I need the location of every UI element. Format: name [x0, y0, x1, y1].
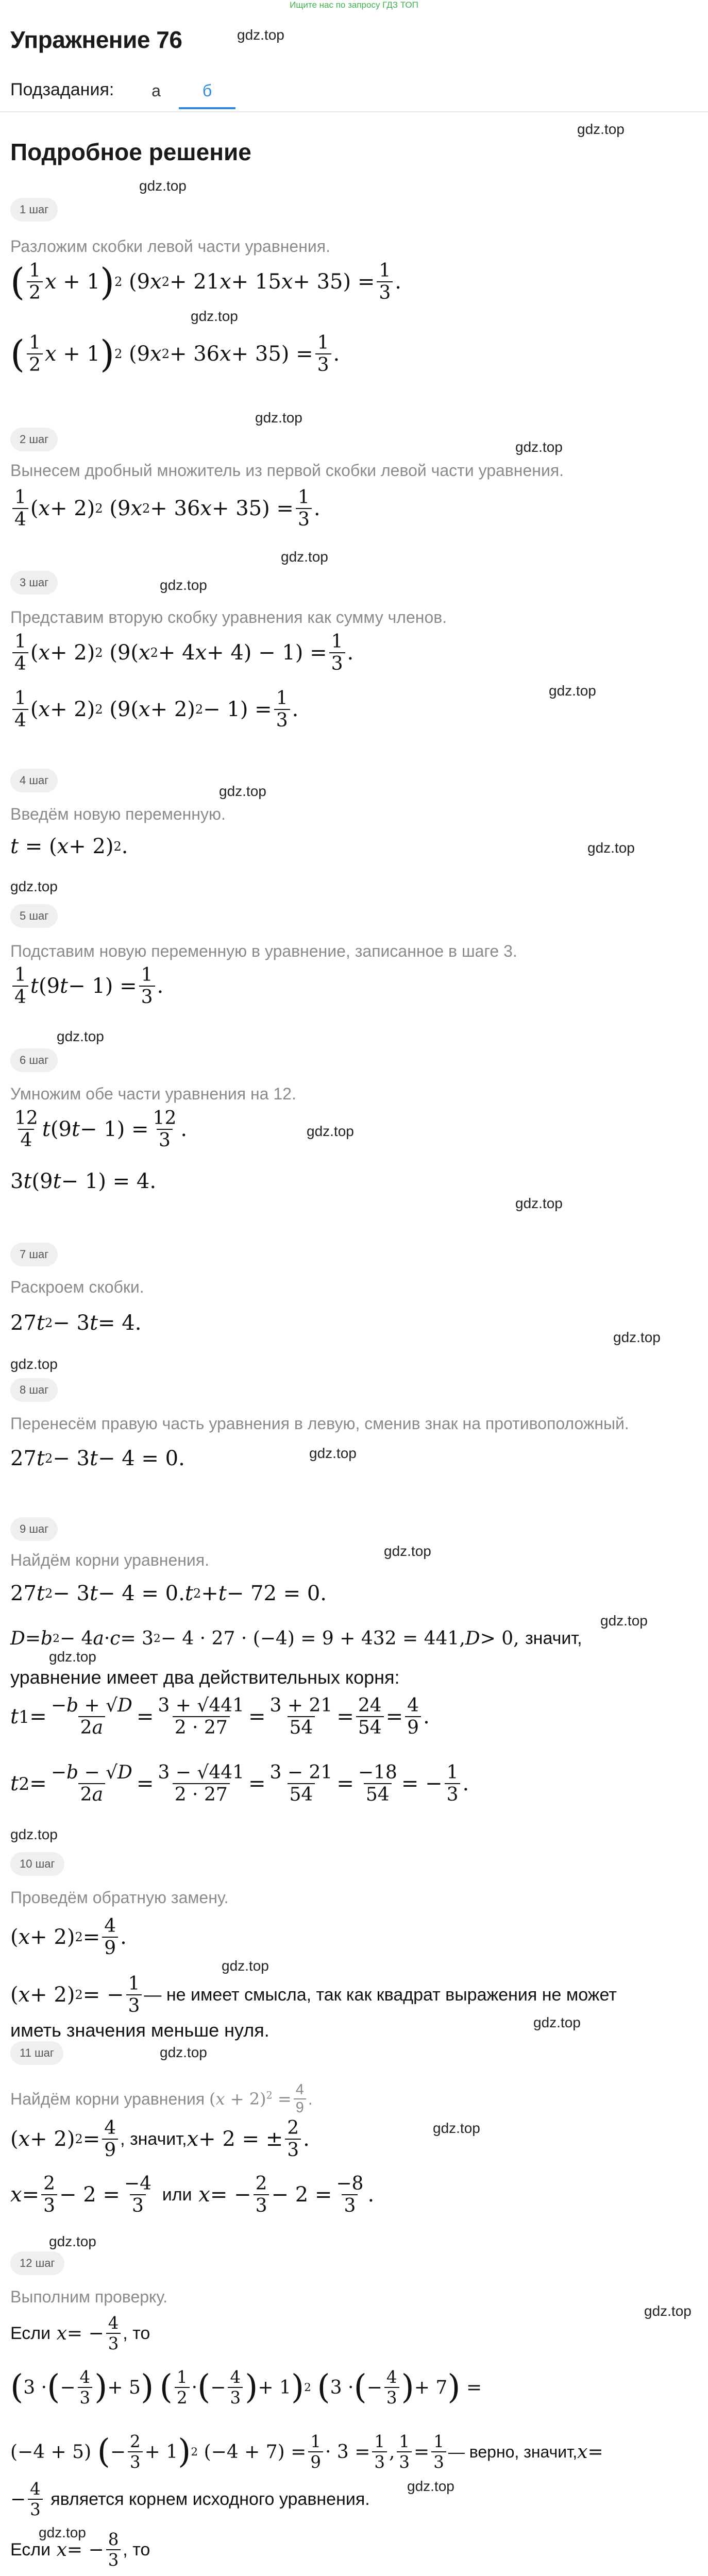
watermark: gdz.top — [191, 308, 238, 324]
step-note: уравнение имеет два действительных корня: — [10, 1667, 400, 1688]
equation: Если x = − $\frac{8}{3}$ , то — [10, 2530, 150, 2570]
watermark: gdz.top — [587, 840, 635, 856]
watermark: gdz.top — [219, 783, 266, 799]
step-text: Представим вторую скобку уравнения как сумму членов. — [10, 608, 447, 626]
top-note: Ищите нас по запросу ГДЗ ТОП — [290, 0, 418, 10]
watermark: gdz.top — [57, 1028, 104, 1044]
step-label: 1 шаг — [10, 198, 58, 222]
equation: $\frac{1}{4}$ t (9 t − 1) = $\frac{1}{3}$ . — [10, 964, 163, 1008]
watermark: gdz.top — [10, 1356, 58, 1372]
step-text: Подставим новую переменную в уравнение, записанное в шаге 3. — [10, 942, 517, 960]
equation: (−4 + 5) ( − $\frac{2}{3}$ + 1 ) 2 (−4 + 7) = $\frac{1}{9}$ · 3 = $\frac{1}{3}$ , $\frac{1}{3}$ = $\frac{1}{3}$ — верно, значит, x = — [10, 2432, 603, 2472]
step-label: 8 шаг — [10, 1378, 58, 1402]
step-text: Проведём обратную замену. — [10, 1888, 229, 1907]
step-label: 2 шаг — [10, 428, 58, 451]
then-label: , то — [123, 2539, 150, 2560]
equation: ( $\frac{1}{2}$ x + 1 ) 2 (9 x 2 + 36 x + 35) = $\frac{1}{3}$ . — [10, 332, 340, 376]
watermark: gdz.top — [10, 1826, 58, 1842]
watermark: gdz.top — [515, 439, 563, 455]
step-label: 9 шаг — [10, 1517, 58, 1541]
watermark: gdz.top — [307, 1123, 354, 1139]
tab-a[interactable]: а — [151, 81, 161, 100]
watermark: gdz.top — [549, 683, 596, 699]
equation: $\frac{12}{4}$ t (9 t − 1) = $\frac{12}{3}$ . — [14, 1108, 188, 1151]
equation: D = b 2 − 4 a · c = 3 2 − 4 · 27 · (−4) = 9 + 432 = 441, D > 0, значит, — [10, 1628, 582, 1649]
solution-heading: Подробное решение — [10, 139, 251, 165]
equation: 27 t 2 − 3 t − 4 = 0. t 2 + t − 72 = 0. — [10, 1582, 327, 1605]
if-label: Если — [10, 2323, 51, 2343]
watermark: gdz.top — [139, 178, 187, 194]
step-note: , значит, — [120, 2129, 187, 2149]
watermark: gdz.top — [10, 878, 58, 894]
step-label: 5 шаг — [10, 904, 58, 928]
step-label: 4 шаг — [10, 769, 58, 792]
step-label: 6 шаг — [10, 1048, 58, 1072]
if-label: Если — [10, 2539, 51, 2560]
watermark: gdz.top — [613, 1329, 661, 1345]
then-label: , то — [123, 2323, 150, 2343]
step-text-label: Найдём корни уравнения — [10, 2089, 205, 2108]
watermark: gdz.top — [49, 2233, 96, 2249]
equation: Если x = − $\frac{4}{3}$ , то — [10, 2313, 150, 2353]
equation: 3 t (9 t − 1) = 4. — [10, 1170, 157, 1193]
watermark: gdz.top — [39, 2524, 86, 2540]
equation: t 2 = $\frac{-b - √D}{2a}$ = $\frac{3 - √441}{2 \cdot 27}$ = $\frac{3 - 21}{54}$ = $\frac{-18}{54}$ = − $\frac{1}{3}$ . — [10, 1762, 469, 1805]
watermark: gdz.top — [309, 1445, 357, 1461]
step-label: 12 шаг — [10, 2251, 64, 2275]
equation: − $\frac{4}{3}$ является корнем исходного уравнения. — [10, 2479, 370, 2519]
step-text: Перенесём правую часть уравнения в левую, сменив знак на противоположный. — [10, 1414, 629, 1433]
watermark: gdz.top — [160, 2044, 207, 2060]
watermark: gdz.top — [533, 2014, 581, 2030]
equation: 27 t 2 − 3 t − 4 = 0. — [10, 1447, 185, 1470]
equation: ( x + 2) 2 = $\frac{4}{9}$ , значит, x + 2 = ± $\frac{2}{3}$ . — [10, 2117, 310, 2161]
step-text: Найдём корни уравнения $(x + 2)^2$ = $\frac{4}{9}$ . — [10, 2081, 313, 2116]
step-text: Разложим скобки левой части уравнения. — [10, 237, 330, 256]
step-note: — не имеет смысла, так как квадрат выражения не может — [144, 1985, 617, 2005]
watermark: gdz.top — [407, 2478, 454, 2494]
equation: ( x + 2) 2 = − $\frac{1}{3}$ — не имеет смысла, так как квадрат выражения не может — [10, 1973, 617, 2016]
equation: $\frac{1}{4}$ ( x + 2) 2 (9( x 2 + 4 x + 4) − 1) = $\frac{1}{3}$ . — [10, 631, 353, 674]
watermark: gdz.top — [577, 121, 625, 137]
watermark: gdz.top — [222, 1958, 269, 1974]
watermark: gdz.top — [515, 1195, 563, 1211]
step-text: Выполним проверку. — [10, 2287, 168, 2306]
watermark: gdz.top — [644, 2303, 692, 2319]
watermark: gdz.top — [433, 2120, 480, 2136]
page-title: Упражнение 76 — [10, 26, 182, 53]
true-label: — верно, значит, — [448, 2442, 578, 2461]
equation: t 1 = $\frac{-b + √D}{2a}$ = $\frac{3 + √441}{2 \cdot 27}$ = $\frac{3 + 21}{54}$ = $\frac{24}{54}$ = $\frac{4}{9}$ . — [10, 1695, 430, 1738]
step-text: Найдём корни уравнения. — [10, 1551, 209, 1569]
step-note: или — [162, 2184, 192, 2205]
watermark: gdz.top — [384, 1543, 431, 1559]
equation: x = $\frac{2}{3}$ − 2 = $\frac{-4}{3}$ или x = − $\frac{2}{3}$ − 2 = $\frac{-8}{3}$ . — [10, 2173, 375, 2216]
step-text: Вынесем дробный множитель из первой скобки левой части уравнения. — [10, 461, 564, 480]
step-label: 7 шаг — [10, 1243, 58, 1266]
divider — [0, 111, 708, 112]
step-label: 3 шаг — [10, 571, 58, 595]
watermark: gdz.top — [160, 577, 207, 593]
equation: ( x + 2) 2 = $\frac{4}{9}$ . — [10, 1916, 127, 1959]
root-note: является корнем исходного уравнения. — [50, 2489, 370, 2509]
step-text: Введём новую переменную. — [10, 805, 226, 823]
step-text: Умножим обе части уравнения на 12. — [10, 1084, 296, 1103]
equation: $\frac{1}{4}$ ( x + 2) 2 (9( x + 2) 2 − 1) = $\frac{1}{3}$ . — [10, 688, 298, 731]
equation: 27 t 2 − 3 t = 4. — [10, 1311, 142, 1335]
subtasks-label: Подзадания: — [10, 80, 114, 99]
watermark: gdz.top — [237, 27, 284, 43]
step-label: 11 шаг — [10, 2041, 63, 2065]
step-note: иметь значения меньше нуля. — [10, 2020, 269, 2041]
watermark: gdz.top — [281, 549, 328, 565]
step-label: 10 шаг — [10, 1852, 64, 1876]
equation: t = ( x + 2) 2 . — [10, 835, 128, 858]
watermark: gdz.top — [49, 1649, 96, 1665]
equation: $\frac{1}{4}$ ( x + 2) 2 (9 x 2 + 36 x + 35) = $\frac{1}{3}$ . — [10, 487, 321, 530]
step-text: Раскроем скобки. — [10, 1278, 144, 1296]
equation: ( $\frac{1}{2}$ x + 1 ) 2 (9 x 2 + 21 x + 15 x + 35) = $\frac{1}{3}$ . — [10, 260, 401, 303]
tab-b[interactable]: б — [179, 72, 235, 109]
watermark: gdz.top — [255, 410, 302, 426]
equation: ( 3 · ( − $\frac{4}{3}$ ) + 5 ) ( $\frac{1}{2}$ · ( − $\frac{4}{3}$ ) + 1 ) 2 ( 3 · ( − $\frac{4}{3}$ ) + 7 ) = — [10, 2367, 482, 2408]
watermark: gdz.top — [600, 1613, 648, 1629]
